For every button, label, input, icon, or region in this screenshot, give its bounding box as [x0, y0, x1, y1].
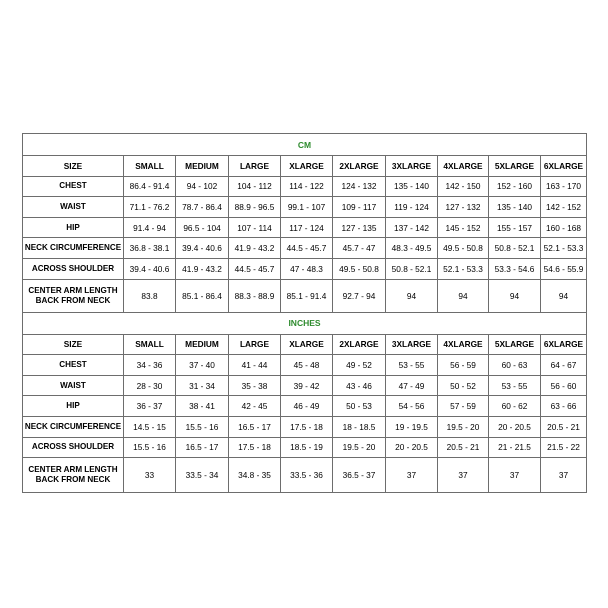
cm-value-cell: 45.7 - 47: [333, 238, 386, 259]
inches-value-cell: 33: [124, 458, 176, 493]
inches-header-row: [23, 334, 587, 355]
inches-value-cell: 57 - 59: [438, 396, 489, 417]
cm-value-cell: 137 - 142: [386, 217, 438, 238]
inches-value-cell: 34 - 36: [124, 355, 176, 376]
inches-value-cell: 37 - 40: [176, 355, 229, 376]
inches-value-cell: 64 - 67: [541, 355, 587, 376]
inches-value-cell: 15.5 - 16: [124, 437, 176, 458]
inches-value-cell: 20 - 20.5: [386, 437, 438, 458]
inches-table-row: [23, 396, 587, 417]
inches-row-label: ACROSS SHOULDER: [23, 437, 124, 458]
inches-value-cell: 46 - 49: [281, 396, 333, 417]
cm-value-cell: 91.4 - 94: [124, 217, 176, 238]
inches-value-cell: 33.5 - 36: [281, 458, 333, 493]
inches-header-cell: SIZE: [23, 334, 124, 355]
cm-value-cell: 78.7 - 86.4: [176, 197, 229, 218]
inches-header-cell: MEDIUM: [176, 334, 229, 355]
cm-row-label-line: BACK FROM NECK: [35, 295, 111, 305]
inches-value-cell: 41 - 44: [229, 355, 281, 376]
inches-value-cell: 21.5 - 22: [541, 437, 587, 458]
cm-row-label: CHEST: [23, 176, 124, 197]
inches-value-cell: 15.5 - 16: [176, 416, 229, 437]
cm-value-cell: 48.3 - 49.5: [386, 238, 438, 259]
cm-value-cell: 39.4 - 40.6: [176, 238, 229, 259]
cm-value-cell: 107 - 114: [229, 217, 281, 238]
cm-value-cell: 99.1 - 107: [281, 197, 333, 218]
cm-header-cell: SIZE: [23, 156, 124, 177]
cm-value-cell: 114 - 122: [281, 176, 333, 197]
cm-table-row: [23, 279, 587, 312]
cm-header-cell: LARGE: [229, 156, 281, 177]
size-chart-body: [23, 134, 587, 493]
cm-value-cell: 135 - 140: [386, 176, 438, 197]
inches-header-cell: 6XLARGE: [541, 334, 587, 355]
cm-header-cell: 3XLARGE: [386, 156, 438, 177]
inches-value-cell: 42 - 45: [229, 396, 281, 417]
inches-value-cell: 37: [541, 458, 587, 493]
inches-title-row: [23, 312, 587, 334]
cm-value-cell: 83.8: [124, 279, 176, 312]
cm-value-cell: 41.9 - 43.2: [229, 238, 281, 259]
cm-value-cell: 109 - 117: [333, 197, 386, 218]
inches-row-label: [23, 458, 124, 493]
inches-value-cell: 36.5 - 37: [333, 458, 386, 493]
inches-value-cell: 21 - 21.5: [489, 437, 541, 458]
inches-value-cell: 20.5 - 21: [438, 437, 489, 458]
cm-value-cell: 52.1 - 53.3: [541, 238, 587, 259]
cm-value-cell: 94 - 102: [176, 176, 229, 197]
cm-value-cell: 88.3 - 88.9: [229, 279, 281, 312]
inches-value-cell: 56 - 59: [438, 355, 489, 376]
inches-value-cell: 19.5 - 20: [438, 416, 489, 437]
inches-row-label: WAIST: [23, 375, 124, 396]
inches-value-cell: 47 - 49: [386, 375, 438, 396]
inches-header-cell: LARGE: [229, 334, 281, 355]
cm-value-cell: 50.8 - 52.1: [489, 238, 541, 259]
inches-header-cell: SMALL: [124, 334, 176, 355]
cm-value-cell: 94: [541, 279, 587, 312]
cm-header-cell: 5XLARGE: [489, 156, 541, 177]
cm-value-cell: 94: [386, 279, 438, 312]
inches-value-cell: 56 - 60: [541, 375, 587, 396]
inches-value-cell: 43 - 46: [333, 375, 386, 396]
inches-header-cell: 4XLARGE: [438, 334, 489, 355]
inches-table-row: [23, 437, 587, 458]
inches-value-cell: 50 - 52: [438, 375, 489, 396]
inches-value-cell: 31 - 34: [176, 375, 229, 396]
cm-value-cell: 49.5 - 50.8: [333, 258, 386, 279]
size-chart: [22, 133, 586, 493]
inches-value-cell: 37: [386, 458, 438, 493]
inches-table-row: [23, 416, 587, 437]
cm-value-cell: 160 - 168: [541, 217, 587, 238]
cm-header-cell: SMALL: [124, 156, 176, 177]
inches-value-cell: 14.5 - 15: [124, 416, 176, 437]
inches-header-cell: 5XLARGE: [489, 334, 541, 355]
cm-header-cell: XLARGE: [281, 156, 333, 177]
cm-value-cell: 145 - 152: [438, 217, 489, 238]
cm-value-cell: 92.7 - 94: [333, 279, 386, 312]
cm-table-row: [23, 197, 587, 218]
cm-value-cell: 53.3 - 54.6: [489, 258, 541, 279]
inches-value-cell: 45 - 48: [281, 355, 333, 376]
cm-value-cell: 127 - 132: [438, 197, 489, 218]
cm-value-cell: 49.5 - 50.8: [438, 238, 489, 259]
inches-value-cell: 53 - 55: [489, 375, 541, 396]
cm-value-cell: 117 - 124: [281, 217, 333, 238]
inches-value-cell: 35 - 38: [229, 375, 281, 396]
cm-value-cell: 163 - 170: [541, 176, 587, 197]
inches-value-cell: 33.5 - 34: [176, 458, 229, 493]
cm-header-cell: 4XLARGE: [438, 156, 489, 177]
inches-value-cell: 19 - 19.5: [386, 416, 438, 437]
cm-row-label: [23, 279, 124, 312]
inches-value-cell: 39 - 42: [281, 375, 333, 396]
cm-title-row: [23, 134, 587, 156]
inches-value-cell: 36 - 37: [124, 396, 176, 417]
inches-header-cell: 3XLARGE: [386, 334, 438, 355]
cm-value-cell: 54.6 - 55.9: [541, 258, 587, 279]
cm-value-cell: 71.1 - 76.2: [124, 197, 176, 218]
cm-value-cell: 142 - 152: [541, 197, 587, 218]
cm-row-label-line: CENTER ARM LENGTH: [28, 285, 118, 295]
inches-value-cell: 17.5 - 18: [281, 416, 333, 437]
inches-value-cell: 60 - 63: [489, 355, 541, 376]
cm-value-cell: 44.5 - 45.7: [281, 238, 333, 259]
cm-header-cell: MEDIUM: [176, 156, 229, 177]
cm-table-row: [23, 217, 587, 238]
cm-value-cell: 127 - 135: [333, 217, 386, 238]
inches-table-row: [23, 355, 587, 376]
inches-value-cell: 18.5 - 19: [281, 437, 333, 458]
size-chart-table: [22, 133, 587, 493]
cm-row-label: HIP: [23, 217, 124, 238]
inches-value-cell: 63 - 66: [541, 396, 587, 417]
inches-table-row: [23, 375, 587, 396]
inches-header-cell: 2XLARGE: [333, 334, 386, 355]
cm-value-cell: 86.4 - 91.4: [124, 176, 176, 197]
inches-value-cell: 37: [438, 458, 489, 493]
inches-value-cell: 50 - 53: [333, 396, 386, 417]
cm-value-cell: 85.1 - 86.4: [176, 279, 229, 312]
inches-table-row: [23, 458, 587, 493]
cm-table-row: [23, 258, 587, 279]
inches-value-cell: 20.5 - 21: [541, 416, 587, 437]
inches-row-label: HIP: [23, 396, 124, 417]
inches-value-cell: 60 - 62: [489, 396, 541, 417]
cm-row-label: NECK CIRCUMFERENCE: [23, 238, 124, 259]
cm-value-cell: 52.1 - 53.3: [438, 258, 489, 279]
cm-value-cell: 94: [438, 279, 489, 312]
inches-value-cell: 34.8 - 35: [229, 458, 281, 493]
inches-value-cell: 53 - 55: [386, 355, 438, 376]
cm-value-cell: 36.8 - 38.1: [124, 238, 176, 259]
cm-row-label: WAIST: [23, 197, 124, 218]
cm-value-cell: 85.1 - 91.4: [281, 279, 333, 312]
cm-value-cell: 88.9 - 96.5: [229, 197, 281, 218]
cm-table-row: [23, 238, 587, 259]
inches-value-cell: 18 - 18.5: [333, 416, 386, 437]
inches-value-cell: 38 - 41: [176, 396, 229, 417]
cm-table-row: [23, 176, 587, 197]
cm-header-cell: 6XLARGE: [541, 156, 587, 177]
inches-value-cell: 49 - 52: [333, 355, 386, 376]
cm-value-cell: 155 - 157: [489, 217, 541, 238]
inches-value-cell: 17.5 - 18: [229, 437, 281, 458]
inches-value-cell: 16.5 - 17: [229, 416, 281, 437]
cm-value-cell: 94: [489, 279, 541, 312]
cm-row-label: ACROSS SHOULDER: [23, 258, 124, 279]
inches-value-cell: 54 - 56: [386, 396, 438, 417]
cm-value-cell: 96.5 - 104: [176, 217, 229, 238]
cm-value-cell: 124 - 132: [333, 176, 386, 197]
cm-value-cell: 44.5 - 45.7: [229, 258, 281, 279]
cm-value-cell: 152 - 160: [489, 176, 541, 197]
inches-value-cell: 19.5 - 20: [333, 437, 386, 458]
cm-value-cell: 41.9 - 43.2: [176, 258, 229, 279]
cm-value-cell: 142 - 150: [438, 176, 489, 197]
cm-value-cell: 47 - 48.3: [281, 258, 333, 279]
inches-value-cell: 28 - 30: [124, 375, 176, 396]
inches-section-title: INCHES: [23, 312, 587, 334]
inches-row-label-line: BACK FROM NECK: [35, 475, 111, 485]
inches-header-cell: XLARGE: [281, 334, 333, 355]
cm-value-cell: 135 - 140: [489, 197, 541, 218]
cm-value-cell: 39.4 - 40.6: [124, 258, 176, 279]
cm-header-row: [23, 156, 587, 177]
cm-section-title: CM: [23, 134, 587, 156]
inches-value-cell: 37: [489, 458, 541, 493]
cm-header-cell: 2XLARGE: [333, 156, 386, 177]
cm-value-cell: 119 - 124: [386, 197, 438, 218]
inches-row-label: CHEST: [23, 355, 124, 376]
inches-row-label-line: CENTER ARM LENGTH: [28, 465, 118, 475]
cm-value-cell: 50.8 - 52.1: [386, 258, 438, 279]
inches-value-cell: 16.5 - 17: [176, 437, 229, 458]
inches-value-cell: 20 - 20.5: [489, 416, 541, 437]
cm-value-cell: 104 - 112: [229, 176, 281, 197]
inches-row-label: NECK CIRCUMFERENCE: [23, 416, 124, 437]
